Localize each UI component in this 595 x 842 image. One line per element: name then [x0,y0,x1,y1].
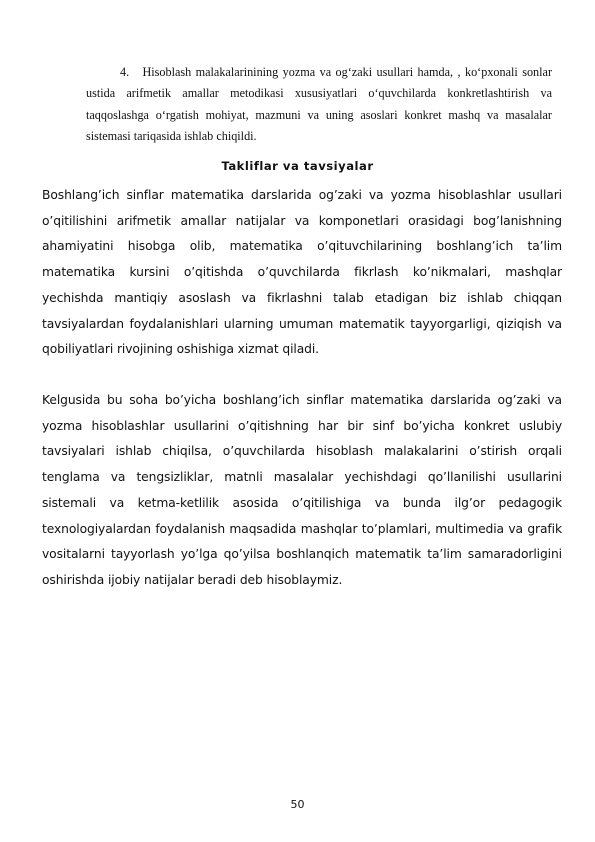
paragraph-1: Boshlang’ich sinflar matematika darslarida og’zaki va yozma hisoblashlar usullari o’qitilishini arifmetik amallar natijalar va komponetlari orasidagi bog’lanishning ahamiyatini hisobga olib, matematika o’qituvchilarining boshlang’ich ta’lim matematika kursini o’qitishda o’quvchilarda fikrlash ko’nikmalari, mashqlar yechishda mantiqiy asoslash va fikrlashni talab etadigan biz ishlab chiqqan tavsiyalardan foydalanishlari ularning umuman matematik tayyorgarligi, qiziqish va qobiliyatlari rivojining oshishiga xizmat qiladi. [42,188,562,357]
page-number: 50 [290,798,305,811]
section-heading: Takliflar va tavsiyalar [221,159,374,173]
paragraph-2: Kelgusida bu soha bo’yicha boshlang’ich sinflar matematika darslarida og’zaki va yozma hisoblashlar usullarini o’qitishning har bir sinf bo’yicha konkret uslubiy tavsiyalari ishlab chiqilsa, o’quvchilarda hisoblash malakalarini o’stirish orqali tenglama va tengsizliklar, matnli masalalar yechishdagi qo’llanilishi usullarini sistemali va ketma-ketlilik asosida o’qitilishiga va bunda ilg’or pedagogik texnologiyalardan foydalanish maqsadida mashqlar to’plamlari, multimedia va grafik vositalarni tayyorlash yo’lga qo’yilsa boshlanqich matematik ta’lim samaradorligini oshirishda ijobiy natijalar beradi deb hisoblaymiz. [42,393,562,587]
numbered-item-content [86,62,552,147]
item-number: 4. [120,65,130,79]
numbered-list-item [86,62,552,147]
item-text: Hisoblash malakalarinining yozma va og‘zaki usullari hamda, , ko‘pxonali sonlar ustida arifmetik amallar metodikasi xususiyatlari o‘quvchilarda konkretlashtirish va taqqoslashga o‘rgatish mohiyat, mazmuni va uning asoslari konkret mashq va masalalar sistemasi tariqasida ishlab chiqildi. [86,65,553,143]
